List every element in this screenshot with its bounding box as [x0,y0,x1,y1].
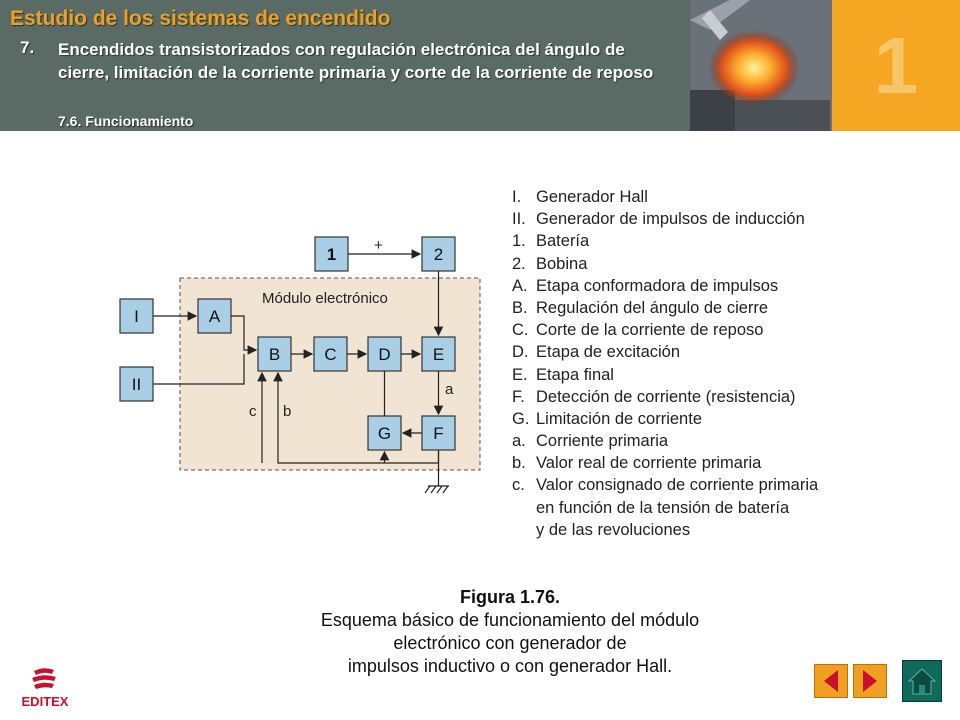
topic-number: 7. [20,38,35,57]
module-label: Módulo electrónico [262,290,388,307]
wire-label-c: c [249,403,257,420]
block-e-label: E [432,345,445,364]
page-title: Estudio de los sistemas de encendido [10,7,391,30]
block-diagram [110,180,500,510]
arrow-right-icon [854,665,886,697]
next-slide-button[interactable] [853,664,887,698]
topic-title: Encendidos transistorizados con regulación electrónica del ángulo de cierre, limitación de la corriente primaria y corte de la corriente de reposo [58,40,654,82]
caption-line: Esquema básico de funcionamiento del módulo [320,610,700,630]
figure-caption [230,586,790,678]
block-b-label: B [268,345,281,364]
logo-text: EDITEX [21,694,69,709]
editex-logo [10,665,80,710]
combustion-image [690,0,832,131]
block-c-label: C [324,345,337,364]
previous-slide-button[interactable] [814,664,848,698]
wire-label-a: a [445,381,454,398]
wire-label-b: b [283,403,292,420]
editex-logo-mark [10,665,80,710]
figure-number: Figura 1.76. [459,587,561,607]
plus-sign: + [374,237,383,254]
block-hall-label: I [134,307,139,326]
block-coil-label: 2 [433,245,444,264]
block-g-label: G [377,424,392,443]
caption-line: electrónico con generador de [393,633,627,653]
block-a-label: A [208,307,221,326]
caption-line: impulsos inductivo o con generador Hall. [347,656,673,676]
chapter-badge [832,0,960,131]
block-induction-label: II [131,375,142,394]
home-button[interactable] [902,660,942,702]
block-d-label: D [378,345,391,364]
header-engine-photo [690,0,832,131]
block-f-label: F [433,424,444,443]
subtopic-title: 7.6. Funcionamiento [58,113,194,129]
block-battery-label: 1 [326,245,337,264]
header-bar [0,0,690,131]
home-icon [903,661,941,701]
arrow-left-icon [815,665,847,697]
chapter-number: 1 [873,21,919,110]
